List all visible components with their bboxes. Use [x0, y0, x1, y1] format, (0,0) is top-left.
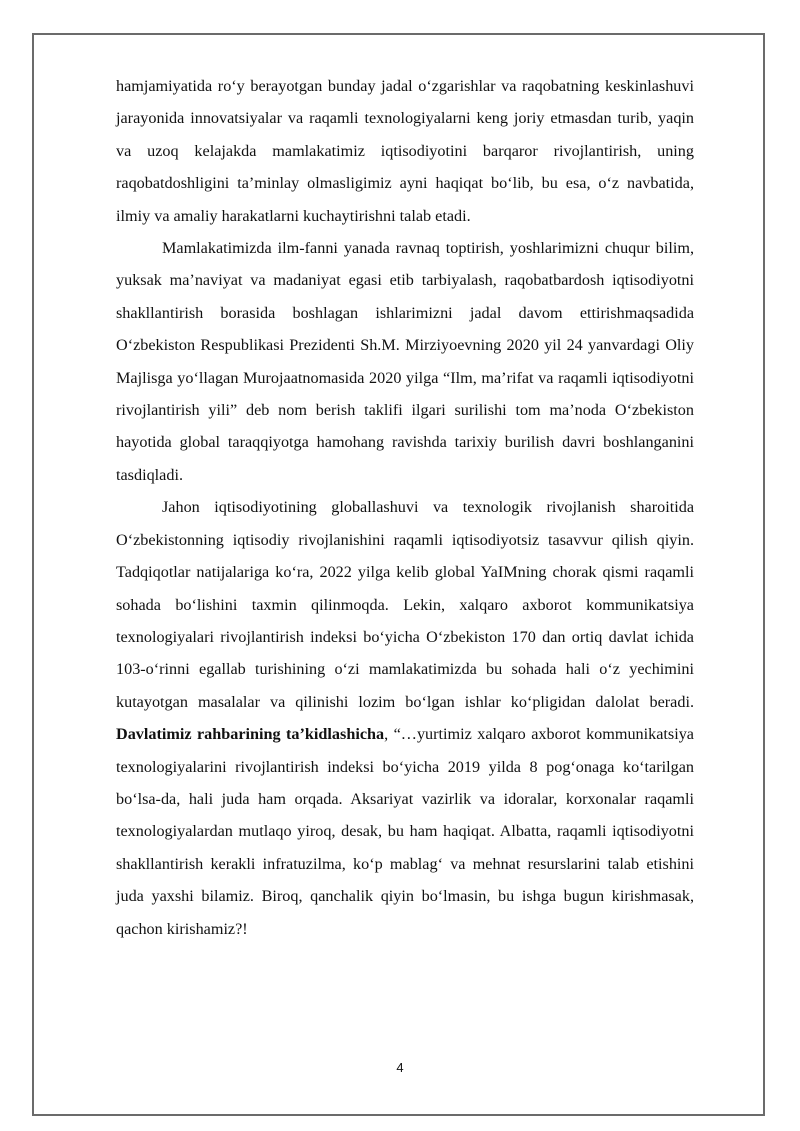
bold-emphasis: Davlatimiz rahbarining ta’kidlashicha — [116, 725, 385, 744]
paragraph-globalization — [116, 491, 694, 945]
page-number: 4 — [396, 1060, 404, 1075]
paragraph-text-quote: , “…yurtimiz xalqaro axborot kommunikatsiya texnologiyalarini rivojlantirish indeksi bo‘yicha 2019 yilda 8 pog‘onaga ko‘tarilgan bo‘lsa-da, hali juda ham orqada. Aksariyat vazirlik va idoralar, korxonalar raqamli texnologiyalardan mutlaqo yiroq, desak, bu ham haqiqat. Albatta, raqamli iqtisodiyotni shakllantirish kerakli infratuzilma, ko‘p mablag‘ va mehnat resurslarini talab etishini juda yaxshi bilamiz. Biroq, qanchalik qiyin bo‘lmasin, bu ishga bugun kirishmasak, qachon kirishamiz?! — [116, 725, 694, 938]
paragraph-continuation: hamjamiyatida ro‘y berayotgan bunday jadal o‘zgarishlar va raqobatning keskinlashuvi jarayonida innovatsiyalar va raqamli texnologiyalarni keng joriy etmasdan turib, yaqin va uzoq kelajakda mamlakatimiz iqtisodiyotini barqaror rivojlantirish, uning raqobatdoshligini ta’minlay olmasligimiz ayni haqiqat bo‘lib, bu esa, o‘z navbatida, ilmiy va amaliy harakatlarni kuchaytirishni talab etadi. — [116, 77, 694, 225]
paragraph-text-start: Jahon iqtisodiyotining globallashuvi va texnologik rivojlanish sharoitida O‘zbekistonning iqtisodiy rivojlanishini raqamli iqtisodiyotsiz tasavvur qilish qiyin. Tadqiqotlar natijalariga ko‘ra, 2022 yilga kelib global YaIMning chorak qismi raqamli sohada bo‘lishini taxmin qilinmoqda. Lekin, xalqaro axborot kommunikatsiya texnologiyalari rivojlantirish indeksi bo‘yicha O‘zbekiston 170 dan ortiq davlat ichida 103-o‘rinni egallab turishining o‘zi mamlakatimizda bu sohada hali o‘z yechimini kutayotgan masalalar va qilinishi lozim bo‘lgan ishlar ko‘pligidan dalolat beradi. — [116, 498, 694, 711]
paragraph-digital-economy-year: Mamlakatimizda ilm-fanni yanada ravnaq toptirish, yoshlarimizni chuqur bilim, yuksak ma’naviyat va madaniyat egasi etib tarbiyalash, raqobatbardosh iqtisodiyotni shakllantirish borasida boshlagan ishlarimizni jadal davom ettirishmaqsadida O‘zbekiston Respublikasi Prezidenti Sh.M. Mirziyoevning 2020 yil 24 yanvardagi Oliy Majlisga yo‘llagan Murojaatnomasida 2020 yilga “Ilm, ma’rifat va raqamli iqtisodiyotni rivojlantirish yili” deb nom berish taklifi ilgari surilishi tom ma’noda O‘zbekiston hayotida global taraqqiyotga hamohang ravishda tarixiy burilish davri boshlanganini tasdiqladi. — [116, 239, 694, 484]
document-body — [116, 70, 694, 945]
